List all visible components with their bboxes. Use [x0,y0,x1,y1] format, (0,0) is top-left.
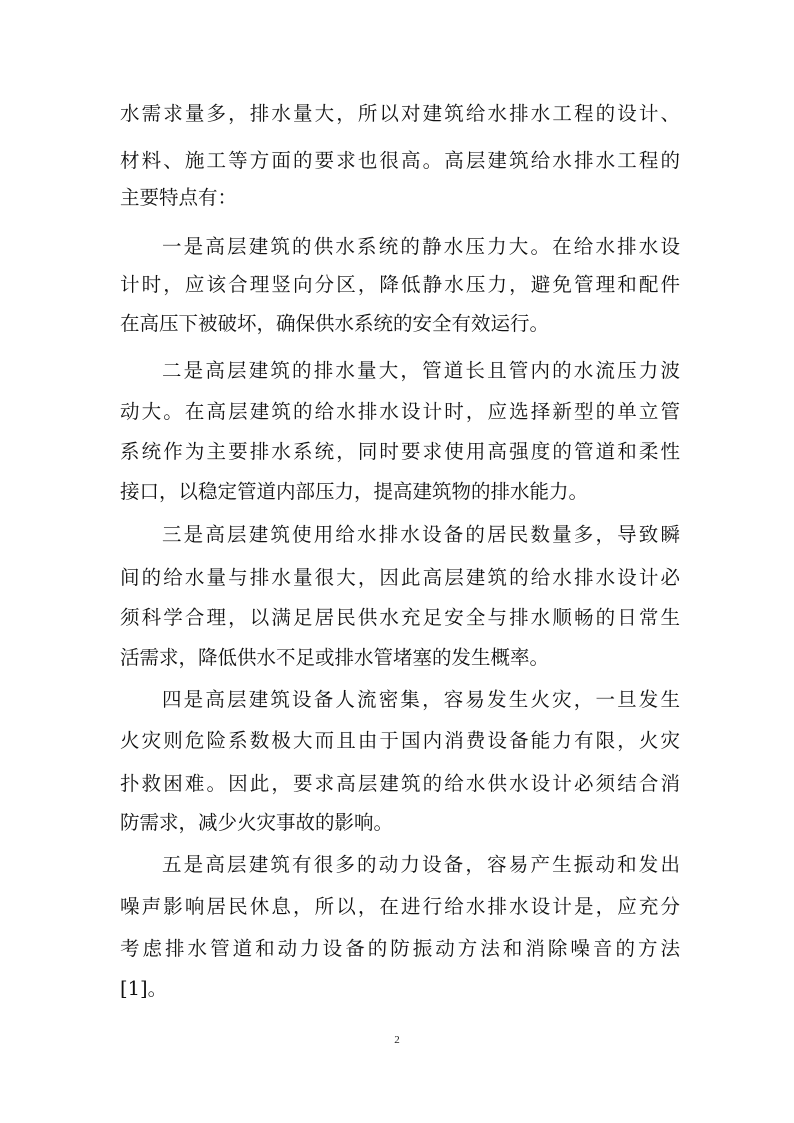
text-line: 水需求量多，排水量大，所以对建筑给水排水工程的设计、 [120,102,680,125]
text-line: 扑救困难。因此，要求高层建筑的给水供水设计必须结合消 [120,772,680,795]
paragraph-first-line: 四是高层建筑设备人流密集，容易发生火灾，一旦发生 [162,688,680,711]
text-line: [1]。 [120,977,168,1000]
text-line: 主要特点有： [120,186,238,209]
text-line: 动大。在高层建筑的给水排水设计时，应选择新型的单立管 [120,400,680,423]
paragraph-first-line: 三是高层建筑使用给水排水设备的居民数量多，导致瞬 [162,523,680,546]
page-number: 2 [394,1034,400,1046]
text-line: 防需求，减少火灾事故的影响。 [120,811,394,834]
paragraph-first-line: 五是高层建筑有很多的动力设备，容易产生振动和发出 [162,853,680,876]
text-line: 计时，应该合理竖向分区，降低静水压力，避免管理和配件 [120,273,680,296]
paragraph-first-line: 一是高层建筑的供水系统的静水压力大。在给水排水设 [162,235,680,258]
text-line: 须科学合理，以满足居民供水充足安全与排水顺畅的日常生 [120,606,680,629]
text-line: 材料、施工等方面的要求也很高。高层建筑给水排水工程的 [120,149,680,172]
text-line: 间的给水量与排水量很大，因此高层建筑的给水排水设计必 [120,566,680,589]
text-line: 在高压下被破坏，确保供水系统的安全有效运行。 [120,312,550,335]
text-line: 系统作为主要排水系统，同时要求使用高强度的管道和柔性 [120,440,680,463]
text-line: 接口，以稳定管道内部压力，提高建筑物的排水能力。 [120,480,589,503]
text-line: 火灾则危险系数极大而且由于国内消费设备能力有限，火灾 [120,729,680,752]
text-line: 噪声影响居民休息，所以，在进行给水排水设计是，应充分 [120,895,680,918]
text-line: 考虑排水管道和动力设备的防振动方法和消除噪音的方法 [120,937,680,960]
text-line: 活需求，降低供水不足或排水管堵塞的发生概率。 [120,646,550,669]
paragraph-first-line: 二是高层建筑的排水量大，管道长且管内的水流压力波 [162,359,680,382]
